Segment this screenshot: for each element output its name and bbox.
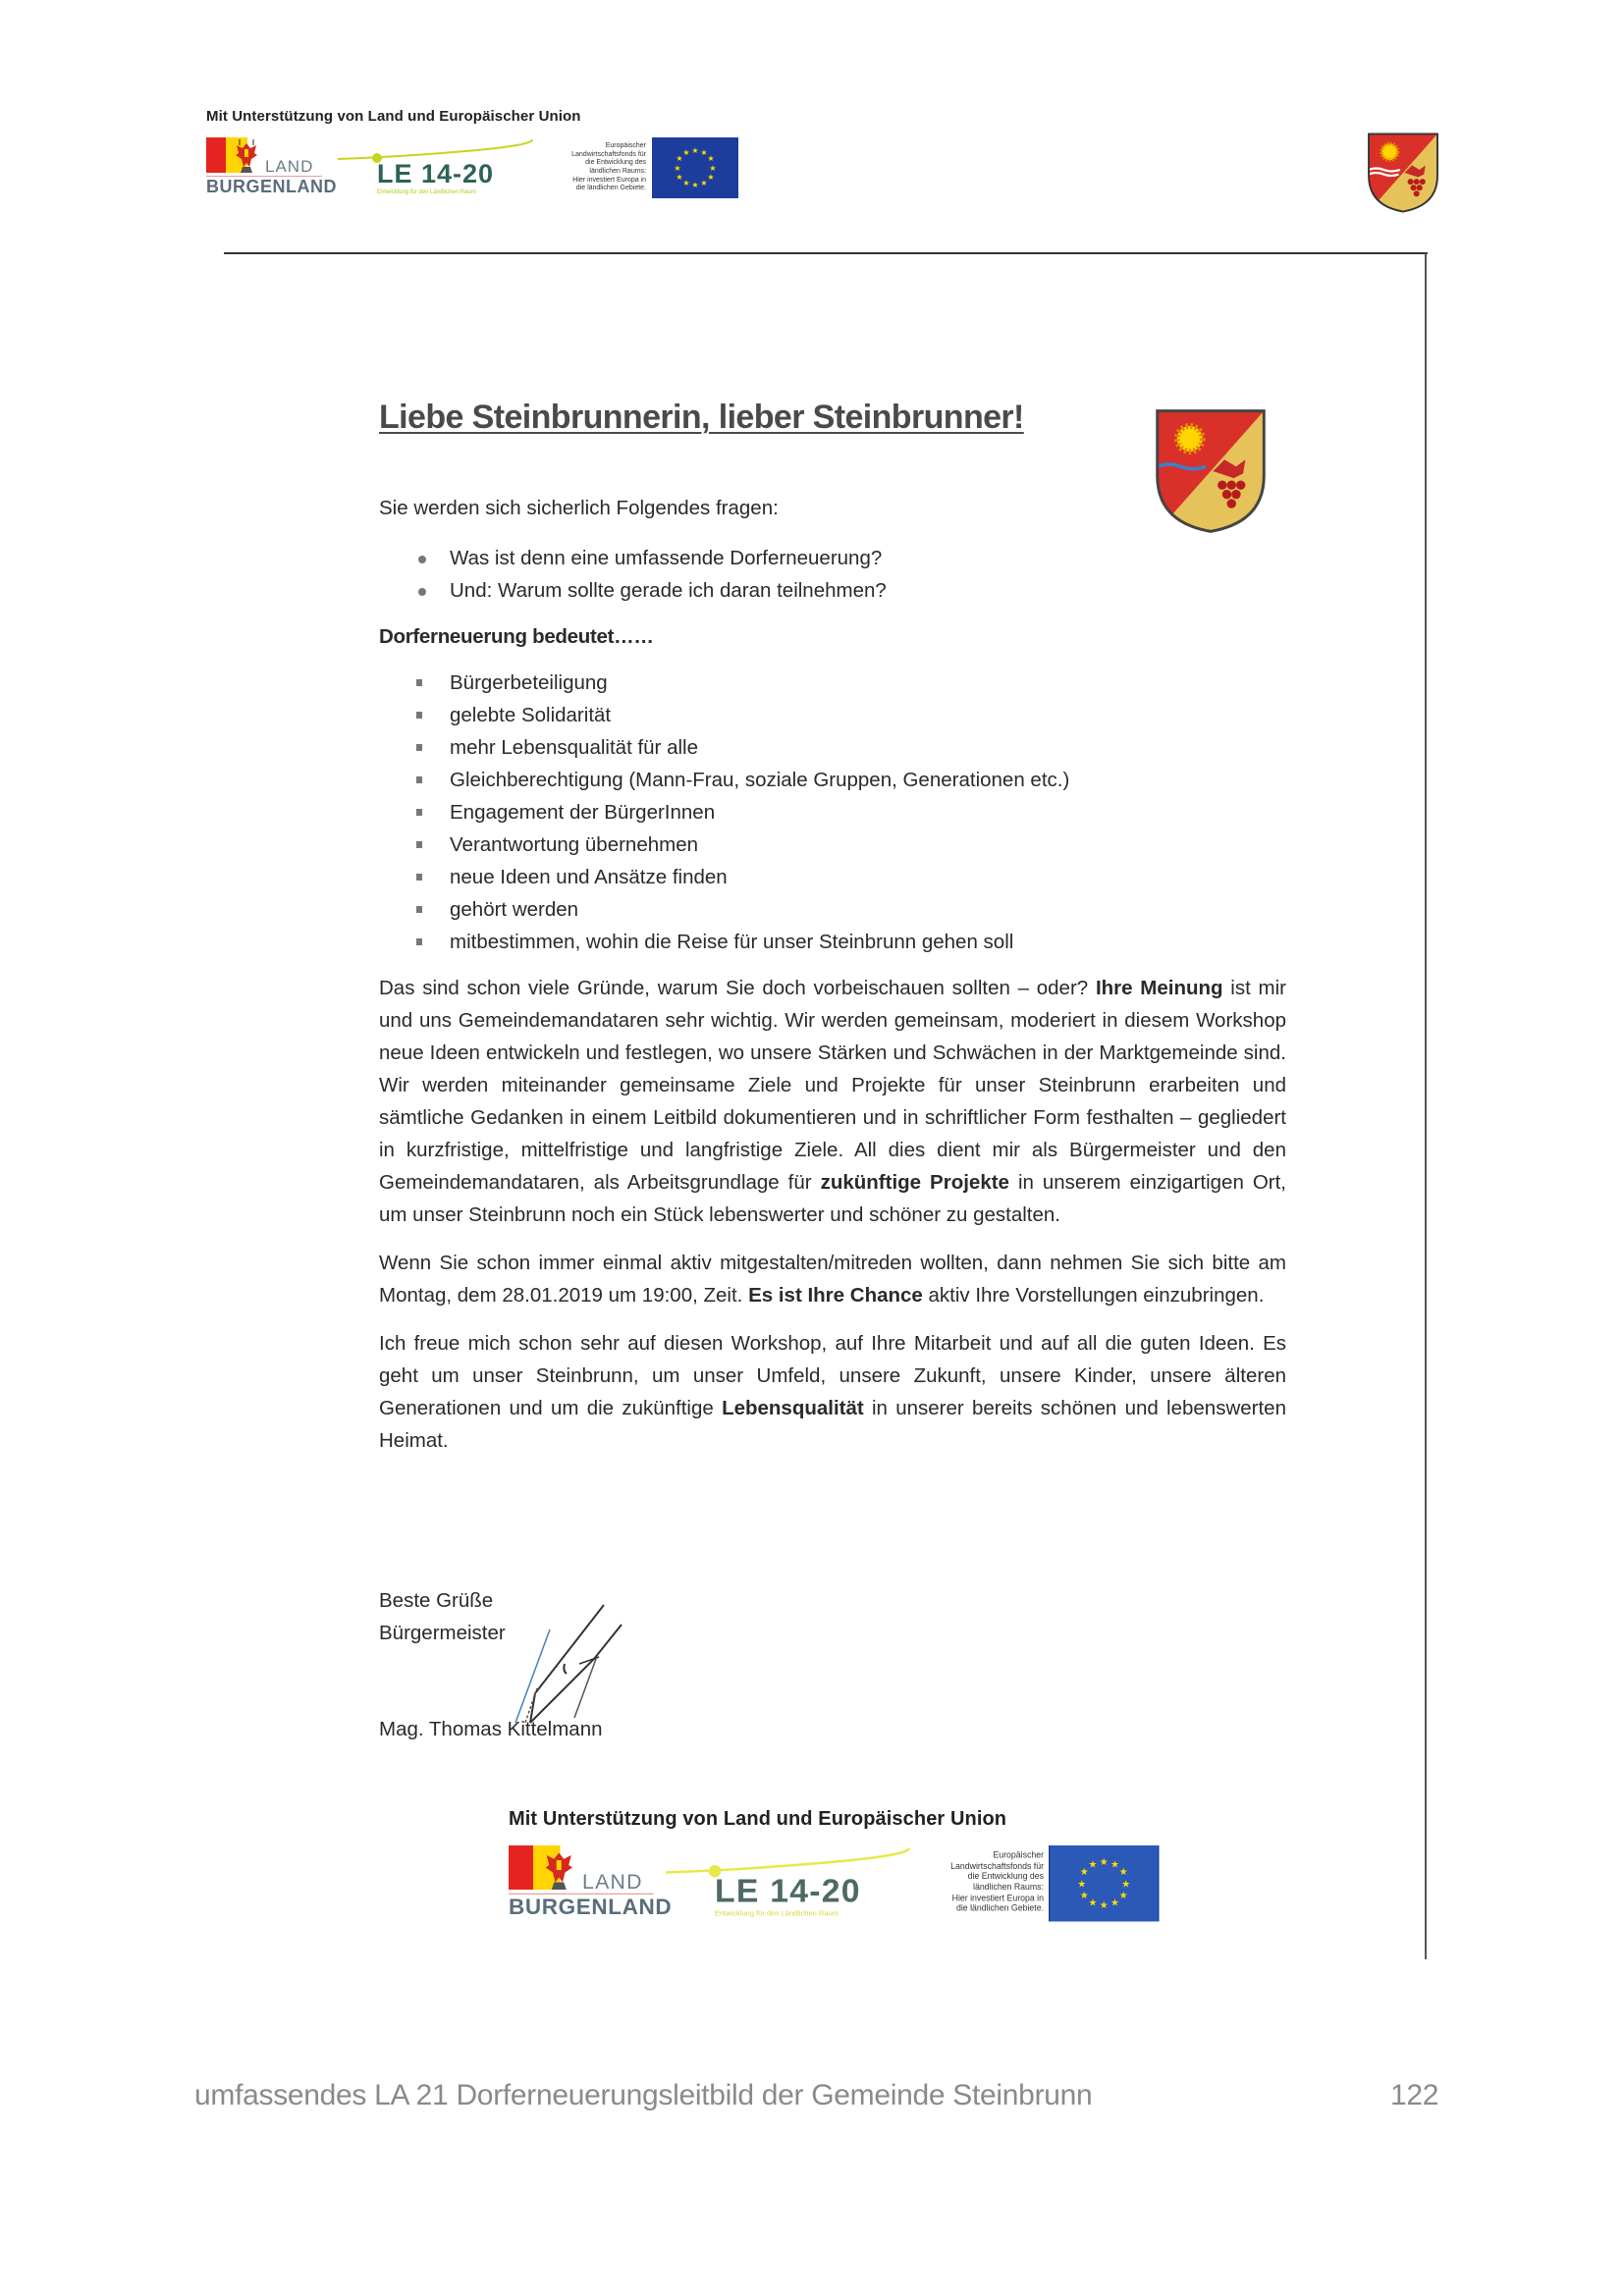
closing-greeting: Beste Grüße xyxy=(379,1589,494,1612)
eu-fund-text: Europäischer Landwirtschaftsfonds für die Entwicklung des ländlichen Raums: Hier investiert Europa in die ländlichen Gebiete. xyxy=(950,1851,1044,1913)
svg-text:★: ★ xyxy=(700,148,708,157)
meaning-item: mehr Lebensqualität für alle xyxy=(379,731,1286,764)
meaning-item: gehört werden xyxy=(379,893,1286,926)
svg-text:★: ★ xyxy=(1088,1897,1098,1909)
letter-title: Liebe Steinbrunnerin, lieber Steinbrunner! xyxy=(379,399,1024,436)
le-sub-text: Entwicklung für den Ländlichen Raum xyxy=(715,1910,839,1918)
bullet-icon xyxy=(418,556,426,563)
square-bullet-icon xyxy=(416,841,422,848)
eu-flag-icon xyxy=(652,137,738,198)
meaning-list xyxy=(379,667,1286,958)
svg-text:★: ★ xyxy=(676,154,683,163)
burgenland-name-text: BURGENLAND xyxy=(206,177,337,196)
svg-text:★: ★ xyxy=(707,154,715,163)
svg-text:★: ★ xyxy=(674,164,681,173)
square-bullet-icon xyxy=(416,679,422,686)
meaning-item: Verantwortung übernehmen xyxy=(379,828,1286,861)
svg-text:★: ★ xyxy=(1088,1859,1098,1871)
eu-flag-icon xyxy=(1049,1845,1160,1922)
le-sub-text: Entwicklung für den Ländlichen Raum xyxy=(377,189,476,195)
svg-text:★: ★ xyxy=(691,181,699,189)
le-14-20-logo xyxy=(666,1845,911,1922)
meaning-heading: Dorferneuerung bedeutet…… xyxy=(379,625,654,648)
burgenland-logo xyxy=(206,137,337,198)
header-rule xyxy=(224,252,1428,254)
burgenland-name-text: BURGENLAND xyxy=(509,1895,673,1919)
svg-text:★: ★ xyxy=(1110,1897,1119,1909)
svg-text:★: ★ xyxy=(1099,1857,1109,1868)
square-bullet-icon xyxy=(416,776,422,783)
page-border-line xyxy=(1425,253,1427,1959)
closing-role: Bürgermeister xyxy=(379,1622,506,1644)
svg-text:★: ★ xyxy=(1118,1867,1128,1878)
meaning-item: Gleichberechtigung (Mann-Frau, soziale Gruppen, Generationen etc.) xyxy=(379,764,1286,796)
meaning-item: Engagement der BürgerInnen xyxy=(379,796,1286,828)
sponsor-title-top: Mit Unterstützung von Land und Europäischer Union xyxy=(206,108,581,125)
svg-text:★: ★ xyxy=(709,164,717,173)
crest-icon-header xyxy=(1366,131,1440,215)
square-bullet-icon xyxy=(416,744,422,751)
footer-document-title: umfassendes LA 21 Dorferneuerungsleitbild der Gemeinde Steinbrunn xyxy=(194,2079,1093,2111)
meaning-item: gelebte Solidarität xyxy=(379,699,1286,731)
burgenland-logo xyxy=(509,1845,673,1922)
svg-text:★: ★ xyxy=(1079,1867,1089,1878)
question-item: Und: Warum sollte gerade ich daran teilnehmen? xyxy=(379,574,1286,607)
square-bullet-icon xyxy=(416,938,422,945)
square-bullet-icon xyxy=(416,712,422,719)
svg-text:★: ★ xyxy=(700,179,708,187)
burgenland-land-text: LAND xyxy=(582,1870,643,1894)
svg-text:★: ★ xyxy=(707,173,715,182)
svg-text:★: ★ xyxy=(1121,1879,1131,1891)
svg-text:★: ★ xyxy=(1079,1890,1089,1901)
eagle-icon xyxy=(234,139,259,173)
eagle-icon xyxy=(543,1848,575,1891)
page-number: 122 xyxy=(1390,2079,1439,2111)
square-bullet-icon xyxy=(416,809,422,816)
svg-text:★: ★ xyxy=(676,173,683,182)
le-14-20-logo xyxy=(338,137,534,198)
paragraph-closing-thoughts: Ich freue mich schon sehr auf diesen Workshop, auf Ihre Mitarbeit und auf all die guten Ideen. Es geht um unser Steinbrunn, um unser Umfeld, unsere Zukunft, unsere Kinder, unsere älteren Generationen und um die zukünftige Lebensqualität in unserer bereits schönen und lebenswerten Heimat. xyxy=(379,1332,1286,1452)
letter-intro: Sie werden sich sicherlich Folgendes fragen: xyxy=(379,497,779,519)
question-list xyxy=(379,542,1286,607)
le-main-text: LE 14-20 xyxy=(715,1872,861,1909)
sponsor-logos-bottom xyxy=(509,1845,1160,1922)
sponsor-logos-top xyxy=(206,137,738,198)
question-item: Was ist denn eine umfassende Dorferneuerung? xyxy=(379,542,1286,574)
letter-body xyxy=(379,492,1286,1472)
paragraph-reasons: Das sind schon viele Gründe, warum Sie doch vorbeischauen sollten – oder? Ihre Meinung ist mir und uns Gemeindemandataren sehr wichtig. Wir werden gemeinsam, moderiert in diesem Workshop neue Ideen entwickeln und festlegen, wo unsere Stärken und Schwächen in der Marktgemeinde sind. Wir werden miteinander gemeinsame Ziele und Projekte für unser Steinbrunn erarbeiten und sämtliche Gedanken in einem Leitbild dokumentieren und in schriftlicher Form festhalten – gegliedert in kurzfristige, mittelfristige und langfristige Ziele. All dies dient mir als Bürgermeister und den Gemeindemandataren, als Arbeitsgrundlage für zukünftige Projekte in unserem einzigartigen Ort, um unser Steinbrunn noch ein Stück lebenswerter und schöner zu gestalten. xyxy=(379,977,1286,1226)
square-bullet-icon xyxy=(416,906,422,913)
bullet-icon xyxy=(418,588,426,596)
signatory-name: Mag. Thomas Kittelmann xyxy=(379,1718,603,1740)
signature-icon xyxy=(496,1600,633,1728)
svg-text:★: ★ xyxy=(1099,1899,1109,1911)
burgenland-land-text: LAND xyxy=(265,157,314,176)
paragraph-invitation: Wenn Sie schon immer einmal aktiv mitgestalten/mitreden wollten, dann nehmen Sie sich bitte am Montag, dem 28.01.2019 um 19:00, Zeit. Es ist Ihre Chance aktiv Ihre Vorstellungen einzubringen. xyxy=(379,1252,1286,1307)
meaning-item: neue Ideen und Ansätze finden xyxy=(379,861,1286,893)
svg-text:★: ★ xyxy=(682,148,690,157)
meaning-item: mitbestimmen, wohin die Reise für unser Steinbrunn gehen soll xyxy=(379,926,1286,958)
svg-text:★: ★ xyxy=(1110,1859,1119,1871)
svg-text:★: ★ xyxy=(1077,1879,1087,1891)
svg-text:★: ★ xyxy=(691,146,699,155)
svg-text:★: ★ xyxy=(1118,1890,1128,1901)
square-bullet-icon xyxy=(416,874,422,881)
le-main-text: LE 14-20 xyxy=(377,159,495,188)
eu-fund-text: Europäischer Landwirtschaftsfonds für die Entwicklung des ländlichen Raums: Hier investiert Europa in die ländlichen Gebiete. xyxy=(571,142,646,192)
svg-text:★: ★ xyxy=(682,179,690,187)
sponsor-title-bottom: Mit Unterstützung von Land und Europäischer Union xyxy=(509,1808,1007,1830)
meaning-item: Bürgerbeteiligung xyxy=(379,667,1286,699)
